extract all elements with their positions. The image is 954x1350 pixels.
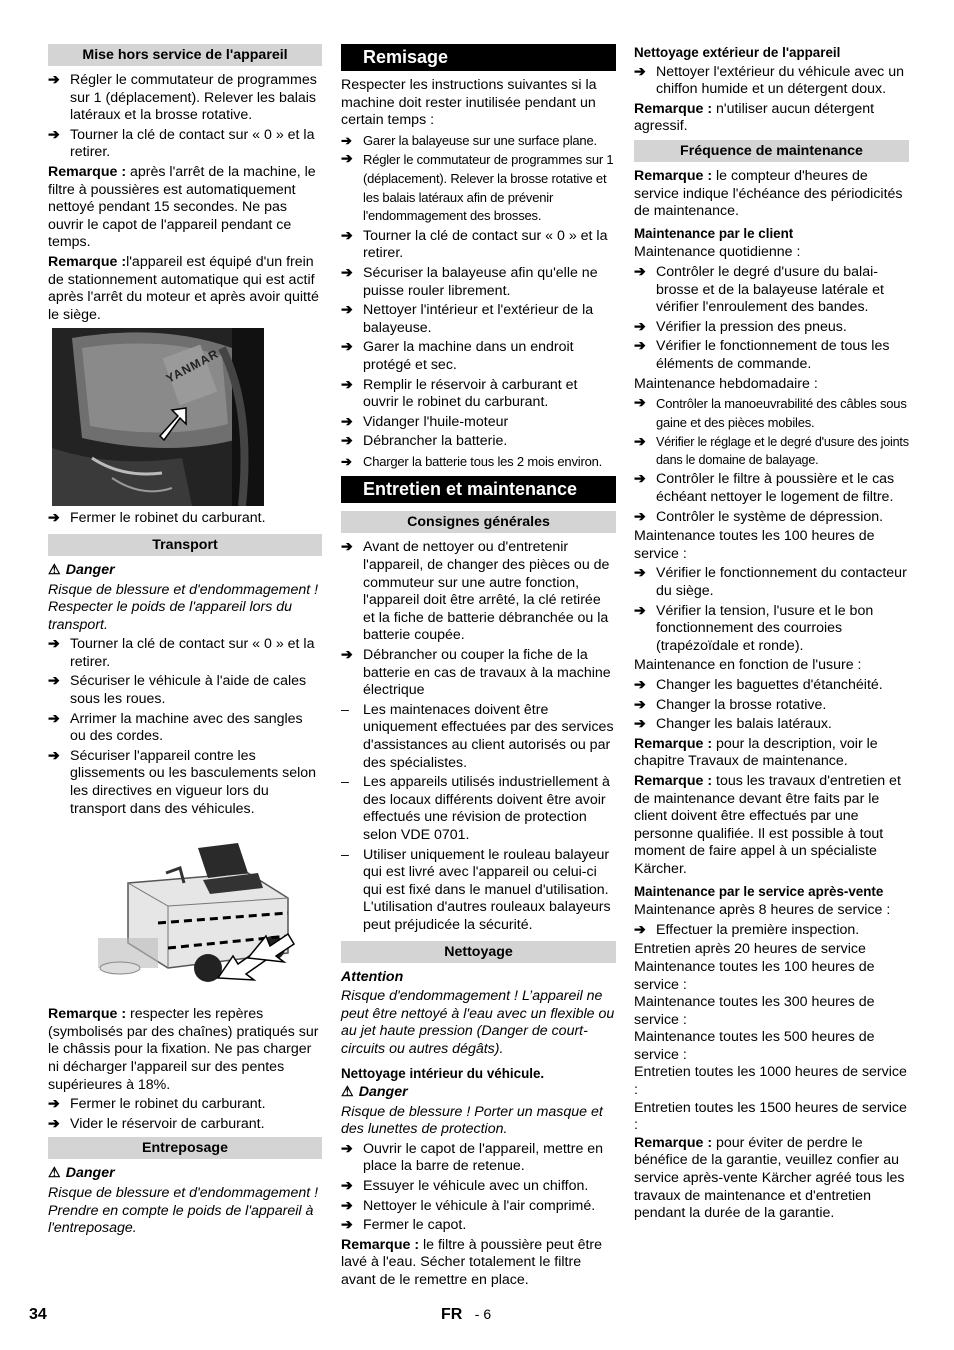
list-item: ➔ Débrancher ou couper la fiche de la batterie en cas de travaux à la machine électrique: [341, 647, 611, 699]
consignes-list: [341, 539, 616, 699]
list-item: ➔ Vérifier le fonctionnement de tous les éléments de commande.: [634, 338, 890, 372]
arrow-icon: ➔: [341, 376, 353, 393]
arrow-icon: ➔: [341, 539, 353, 556]
sav-line: Maintenance toutes les 500 heures de service :: [634, 1029, 875, 1063]
arrow-icon: ➔: [48, 636, 60, 653]
arrow-icon: ➔: [341, 264, 353, 281]
list-item: ➔ Nettoyer l'extérieur du véhicule avec un chiffon humide et un détergent doux.: [634, 63, 904, 98]
sav-8-label: Maintenance après 8 heures de service :: [634, 902, 891, 919]
arrow-icon: ➔: [341, 413, 353, 430]
language-code: FR: [441, 1306, 463, 1323]
h100-label: Maintenance toutes les 100 heures de service :: [634, 528, 875, 562]
warning-icon: ⚠: [48, 561, 61, 578]
page-footer-section: [441, 1306, 491, 1324]
list-item: ➔ Tourner la clé de contact sur « 0 » et la retirer.: [48, 126, 315, 161]
list-item: ➔ Sécuriser la balayeuse afin qu'elle ne puisse rouler librement.: [341, 264, 598, 299]
column-2: [341, 44, 616, 1292]
note-3: Remarque : respecter les repères (symbolisés par des chaînes) pratiqués sur le châssis pour la fixation. Ne pas charger ni décharger l'appareil sur des pentes supérieures à 18%.: [48, 1006, 319, 1093]
consignes-dash-list: [341, 702, 616, 935]
arrow-icon: ➔: [48, 510, 60, 527]
note-filter: Remarque : le filtre à poussière peut être lavé à l'eau. Sécher totalement le filtre avant de le remettre en place.: [341, 1236, 603, 1289]
list-item: ➔ Vérifier le réglage et le degré d'usure des joints dans le domaine de balayage.: [634, 434, 909, 467]
sav-line: Entretien après 20 heures de service: [634, 941, 866, 958]
arrow-icon: ➔: [341, 339, 353, 356]
list-item: ➔ Tourner la clé de contact sur « 0 » et la retirer.: [341, 227, 608, 262]
heading-maintenance-client: Maintenance par le client: [634, 225, 794, 241]
list-item: ➔ Contrôler la manoeuvrabilité des câbles sous gaine et des pièces mobiles.: [634, 395, 907, 430]
arrow-icon: ➔: [341, 1178, 353, 1195]
list-item: ➔ Vidanger l'huile-moteur: [341, 413, 509, 430]
transport-danger-text: Risque de blessure et d'endommagement ! Respecter le poids de l'appareil lors du transport.: [48, 581, 319, 633]
list-item: ➔ Sécuriser le véhicule à l'aide de cales sous les roues.: [48, 673, 307, 708]
arrow-icon: ➔: [634, 263, 646, 280]
list-item: ➔ Vérifier la pression des pneus.: [634, 318, 847, 335]
arrow-icon: ➔: [634, 565, 646, 582]
sav-line: Entretien toutes les 1000 heures de service :: [634, 1064, 907, 1099]
heading-frequence: Fréquence de maintenance: [634, 140, 909, 162]
arrow-icon: ➔: [634, 63, 646, 80]
note-a: Remarque : pour la description, voir le chapitre Travaux de maintenance.: [634, 735, 878, 770]
engine-photo: [52, 328, 264, 506]
sav-8-list: [634, 922, 909, 940]
brand-logo: YANMAR: [163, 346, 222, 387]
arrow-icon: ➔: [48, 747, 60, 764]
list-item: ➔ Fermer le robinet du carburant.: [48, 510, 266, 527]
sav-line: Maintenance toutes les 100 heures de service :: [634, 958, 875, 993]
arrow-icon: ➔: [634, 434, 646, 451]
list-item: ➔ Sécuriser l'appareil contre les glissements ou les basculements selon les directives en vigueur lors du transport dans des véhicules.: [48, 747, 317, 817]
list-item: ➔ Tourner la clé de contact sur « 0 » et la retirer.: [48, 636, 315, 670]
attention-label: Attention: [341, 968, 404, 985]
arrow-icon: ➔: [341, 1197, 353, 1214]
list-item: ➔ Garer la machine dans un endroit protégé et sec.: [341, 339, 574, 373]
remisage-intro: Respecter les instructions suivantes si la machine doit rester inutilisée pendant un certain temps :: [341, 77, 597, 129]
warning-icon: ⚠: [48, 1165, 61, 1182]
entreposage-danger-text: Risque de blessure et d'endommagement ! Prendre en compte le poids de l'appareil à l'entreposage.: [48, 1184, 319, 1237]
page-number: 34: [29, 1306, 47, 1323]
column-3: [634, 44, 909, 1225]
heading-transport: Transport: [48, 534, 322, 556]
quotidienne-label: Maintenance quotidienne :: [634, 244, 801, 261]
arrow-icon: ➔: [634, 921, 646, 938]
arrow-icon: ➔: [341, 433, 353, 450]
arrow-icon: ➔: [341, 1217, 353, 1234]
list-item: – Les appareils utilisés industriellement à des locaux différents doivent être avoir effectués une révision de protection selon VDE 0701.: [341, 774, 610, 843]
remisage-list: [341, 132, 616, 471]
arrow-icon: ➔: [341, 302, 353, 319]
arrow-icon: ➔: [634, 716, 646, 733]
list-item: ➔ Fermer le capot.: [341, 1217, 467, 1234]
list-item: ➔ Nettoyer l'intérieur et l'extérieur de la balayeuse.: [341, 302, 594, 336]
list-item: ➔ Vérifier la tension, l'usure et le bon fonctionnement des courroies (trapézoïdale et ronde).: [634, 602, 874, 654]
sweeper-illustration: [98, 828, 298, 998]
arrow-icon: ➔: [341, 132, 352, 148]
list-item: ➔ Garer la balayeuse sur une surface plane.: [341, 132, 597, 148]
nettoyage-danger-text: Risque de blessure ! Porter un masque et des lunettes de protection.: [341, 1103, 603, 1138]
column-1: [48, 44, 322, 1240]
danger-label: ⚠ Danger: [48, 561, 115, 578]
after-note3-list: [48, 1096, 322, 1133]
danger-label: ⚠ Danger: [341, 1084, 408, 1101]
list-item: ➔ Avant de nettoyer ou d'entretenir l'appareil, de changer des pièces ou de commuteur sur une autre fonction, l'appareil doit être arrêté, la clé retirée et la fiche de batterie débranchée ou la batterie coupée.: [341, 539, 610, 644]
warning-icon: ⚠: [341, 1084, 354, 1101]
note-freq: Remarque : le compteur d'heures de service indique l'échéance des périodicités de maintenance.: [634, 167, 903, 220]
arrow-icon: ➔: [48, 126, 60, 143]
list-item: ➔ Vérifier le fonctionnement du contacteur du siège.: [634, 565, 907, 600]
transport-list: [48, 636, 322, 818]
heading-entretien: Entretien et maintenance: [341, 476, 616, 503]
heading-nettoyage-interieur: Nettoyage intérieur du véhicule.: [341, 1065, 545, 1081]
list-item: ➔ Changer les baguettes d'étanchéité.: [634, 677, 883, 693]
nettoyage-ext-list: [634, 64, 909, 99]
note-2: Remarque :l'appareil est équipé d'un frein de stationnement automatique qui est actif après l'arrêt du moteur et après avoir quitté le siège.: [48, 253, 319, 323]
list-item: ➔ Nettoyer le véhicule à l'air comprimé.: [341, 1197, 596, 1214]
heading-nettoyage: Nettoyage: [341, 941, 616, 963]
arrow-icon: ➔: [341, 151, 353, 168]
arrow-icon: ➔: [634, 602, 646, 619]
list-item: ➔ Remplir le réservoir à carburant et ouvrir le robinet du carburant.: [341, 376, 578, 411]
arrow-icon: ➔: [48, 1096, 60, 1113]
list-item: – Les maintenaces doivent être uniquement effectuées par des services d'assistances au client autorisés ou par des spécialistes.: [341, 701, 614, 771]
h100-list: [634, 565, 909, 655]
arrow-icon: ➔: [634, 338, 646, 355]
heading-mise-hors-service: Mise hors service de l'appareil: [48, 44, 322, 66]
list-item: ➔ Régler le commutateur de programmes sur 1 (déplacement). Relever les balais latéraux et la brosse rotative.: [48, 72, 317, 124]
list-item: ➔ Régler le commutateur de programmes sur 1 (déplacement). Relever la brosse rotative et les balais latéraux afin de prévenir l'endommagement des brosses.: [341, 151, 614, 224]
quotidienne-list: [634, 264, 909, 374]
usure-list: [634, 677, 909, 734]
arrow-icon: ➔: [341, 453, 352, 469]
sav-line: Maintenance toutes les 300 heures de service :: [634, 994, 875, 1028]
attention-text: Risque d'endommagement ! L’appareil ne peut être nettoyé à l'eau avec un flexible ou au jet haute pression (Danger de court-circuits ou autres dégâts).: [341, 988, 615, 1057]
danger-label: ⚠ Danger: [48, 1165, 115, 1182]
list-item: – Utiliser uniquement le rouleau balayeur qui est livré avec l'appareil ou celui-ci qui est fixé dans le manuel d'utilisation. L'utilisation d'autres rouleaux balayeurs peut préjudicée la sécurité.: [341, 846, 611, 933]
arrow-icon: ➔: [634, 677, 646, 693]
list-item: ➔ Essuyer le véhicule avec un chiffon.: [341, 1178, 589, 1195]
sweeper-graphic: [98, 828, 298, 998]
list-item: ➔ Changer la brosse rotative.: [634, 696, 827, 713]
arrow-icon: ➔: [634, 508, 646, 525]
arrow-icon: ➔: [48, 673, 60, 690]
arrow-icon: ➔: [48, 72, 60, 88]
list-item: ➔ Charger la batterie tous les 2 mois environ.: [341, 453, 603, 469]
note-ext: Remarque : n'utiliser aucun détergent agressif.: [634, 100, 875, 135]
hebdomadaire-label: Maintenance hebdomadaire :: [634, 375, 818, 392]
section-page: - 6: [474, 1306, 492, 1322]
arrow-icon: ➔: [341, 647, 353, 664]
note-1: Remarque : après l'arrêt de la machine, le filtre à poussières est automatiquement nettoyé pendant 15 secondes. Ne pas ouvrir le capot de l'appareil pendant ce temps.: [48, 163, 316, 251]
list-item: ➔ Effectuer la première inspection.: [634, 921, 860, 938]
arrow-icon: ➔: [341, 1140, 353, 1157]
heading-nettoyage-exterieur: Nettoyage extérieur de l'appareil: [634, 45, 841, 60]
list-item: ➔ Ouvrir le capot de l'appareil, mettre en place la barre de retenue.: [341, 1140, 604, 1175]
note-c: Remarque : pour éviter de perdre le bénéfice de la garantie, veuillez confier au service après-vente Kärcher agréé tous les travaux de maintenance et d'entretien pendant la durée de la garantie.: [634, 1134, 905, 1222]
list-item: ➔ Fermer le robinet du carburant.: [48, 1096, 266, 1113]
usure-label: Maintenance en fonction de l'usure :: [634, 657, 862, 674]
arrow-icon: ➔: [634, 471, 646, 488]
list-item: ➔ Vider le réservoir de carburant.: [48, 1115, 265, 1132]
heading-consignes: Consignes générales: [341, 511, 616, 533]
note-b: Remarque : tous les travaux d'entretien et de maintenance devant être faits par le client doivent être effectués par une personne qualifiée. Il est possible à tout moment de faire appel à un spécialiste Kärcher.: [634, 772, 901, 877]
list-item: ➔ Changer les balais latéraux.: [634, 716, 832, 733]
list-item: ➔ Contrôler le filtre à poussière et le cas échéant nettoyer le logement de filtre.: [634, 471, 895, 506]
list-item: ➔ Contrôler le degré d'usure du balai-brosse et de la balayeuse latérale et vérifier l'enroulement des bandes.: [634, 263, 884, 316]
hebdomadaire-list: [634, 395, 909, 526]
arrow-icon: ➔: [48, 710, 60, 727]
after-photo-list: [48, 510, 322, 528]
arrow-icon: ➔: [341, 227, 353, 244]
sav-line: Entretien toutes les 1500 heures de service :: [634, 1099, 907, 1134]
list-item: ➔ Débrancher la batterie.: [341, 433, 508, 450]
heading-maintenance-sav: Maintenance par le service après-vente: [634, 883, 884, 899]
arrow-icon: ➔: [48, 1115, 60, 1132]
mise-list: [48, 72, 322, 162]
nettoyage-int-list: [341, 1141, 616, 1235]
arrow-icon: ➔: [634, 318, 646, 335]
arrow-icon: ➔: [634, 696, 646, 713]
list-item: ➔ Arrimer la machine avec des sangles ou des cordes.: [48, 710, 303, 745]
list-item: ➔ Contrôler le système de dépression.: [634, 508, 884, 525]
arrow-icon: ➔: [634, 395, 646, 412]
heading-entreposage: Entreposage: [48, 1137, 322, 1159]
engine-photo-graphic: [52, 328, 264, 506]
heading-remisage: Remisage: [341, 44, 616, 71]
